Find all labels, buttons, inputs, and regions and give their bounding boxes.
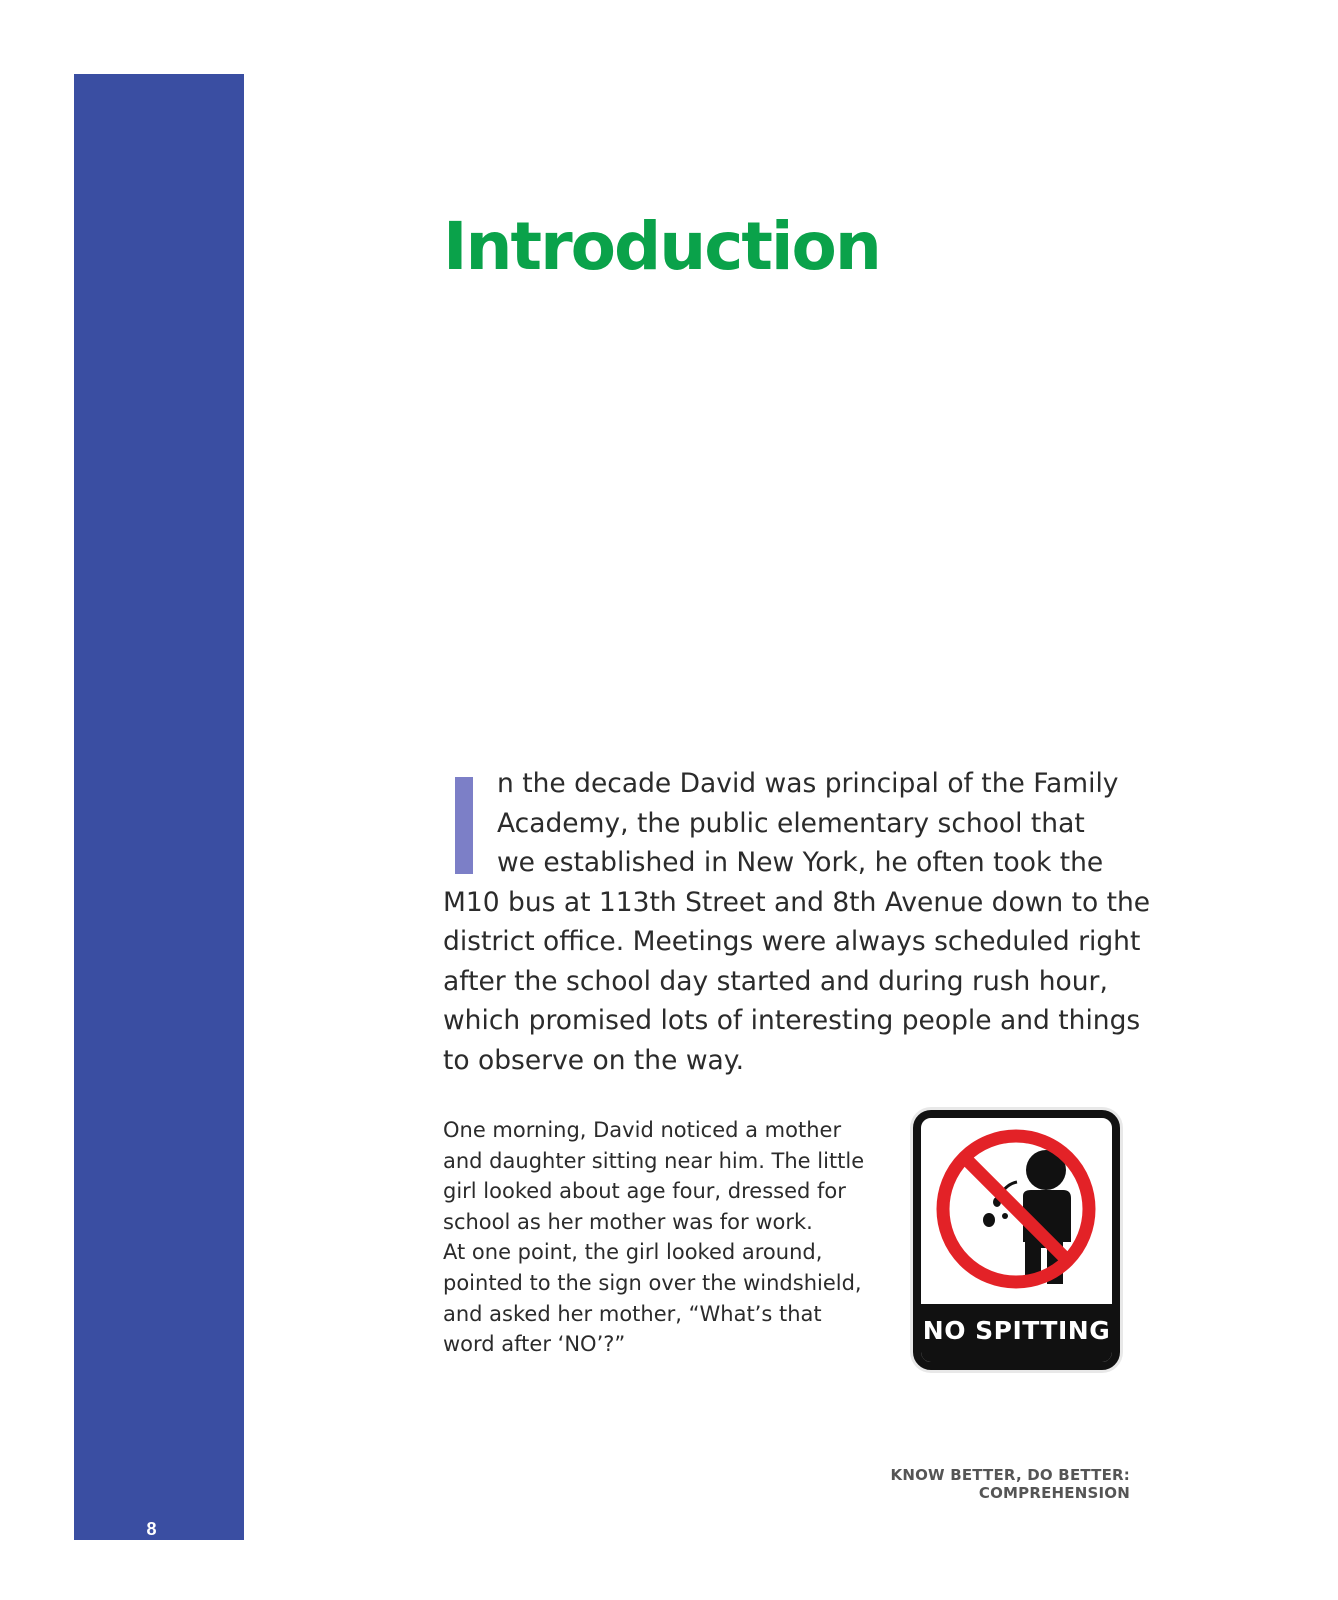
page-number: 8 xyxy=(146,1519,157,1539)
sign-label: NO SPITTING xyxy=(921,1304,1112,1362)
lead-line: to observe on the way. xyxy=(443,1044,745,1076)
running-footer: KNOW BETTER, DO BETTER: COMPREHENSION xyxy=(890,1466,1130,1502)
body-line: pointed to the sign over the windshield, xyxy=(443,1270,862,1295)
body-paragraph xyxy=(443,1115,883,1360)
lead-line: we established in New York, he often took the xyxy=(497,847,1104,878)
body-line: school as her mother was for work. xyxy=(443,1209,813,1234)
no-spitting-sign xyxy=(913,1110,1120,1370)
body-line: At one point, the girl looked around, xyxy=(443,1240,823,1265)
lead-line: which promised lots of interesting people and things xyxy=(443,1005,1141,1036)
side-bar xyxy=(74,74,244,1540)
body-line: girl looked about age four, dressed for xyxy=(443,1179,846,1204)
lead-line: M10 bus at 113th Street and 8th Avenue down to the xyxy=(443,886,1151,918)
body-line: word after ‘NO’?” xyxy=(443,1332,626,1357)
lead-paragraph xyxy=(443,764,1151,1080)
lead-line: n the decade David was principal of the Family xyxy=(497,768,1119,799)
no-spitting-icon xyxy=(927,1124,1106,1294)
body-line: One morning, David noticed a mother xyxy=(443,1118,842,1142)
page-title: Introduction xyxy=(443,208,880,285)
lead-line: Academy, the public elementary school that xyxy=(497,807,1085,839)
lead-line: after the school day started and during rush hour, xyxy=(443,965,1108,997)
body-line: and daughter sitting near him. The little xyxy=(443,1148,865,1173)
lead-line: district office. Meetings were always scheduled right xyxy=(443,926,1141,957)
body-line: and asked her mother, “What’s that xyxy=(443,1301,822,1326)
